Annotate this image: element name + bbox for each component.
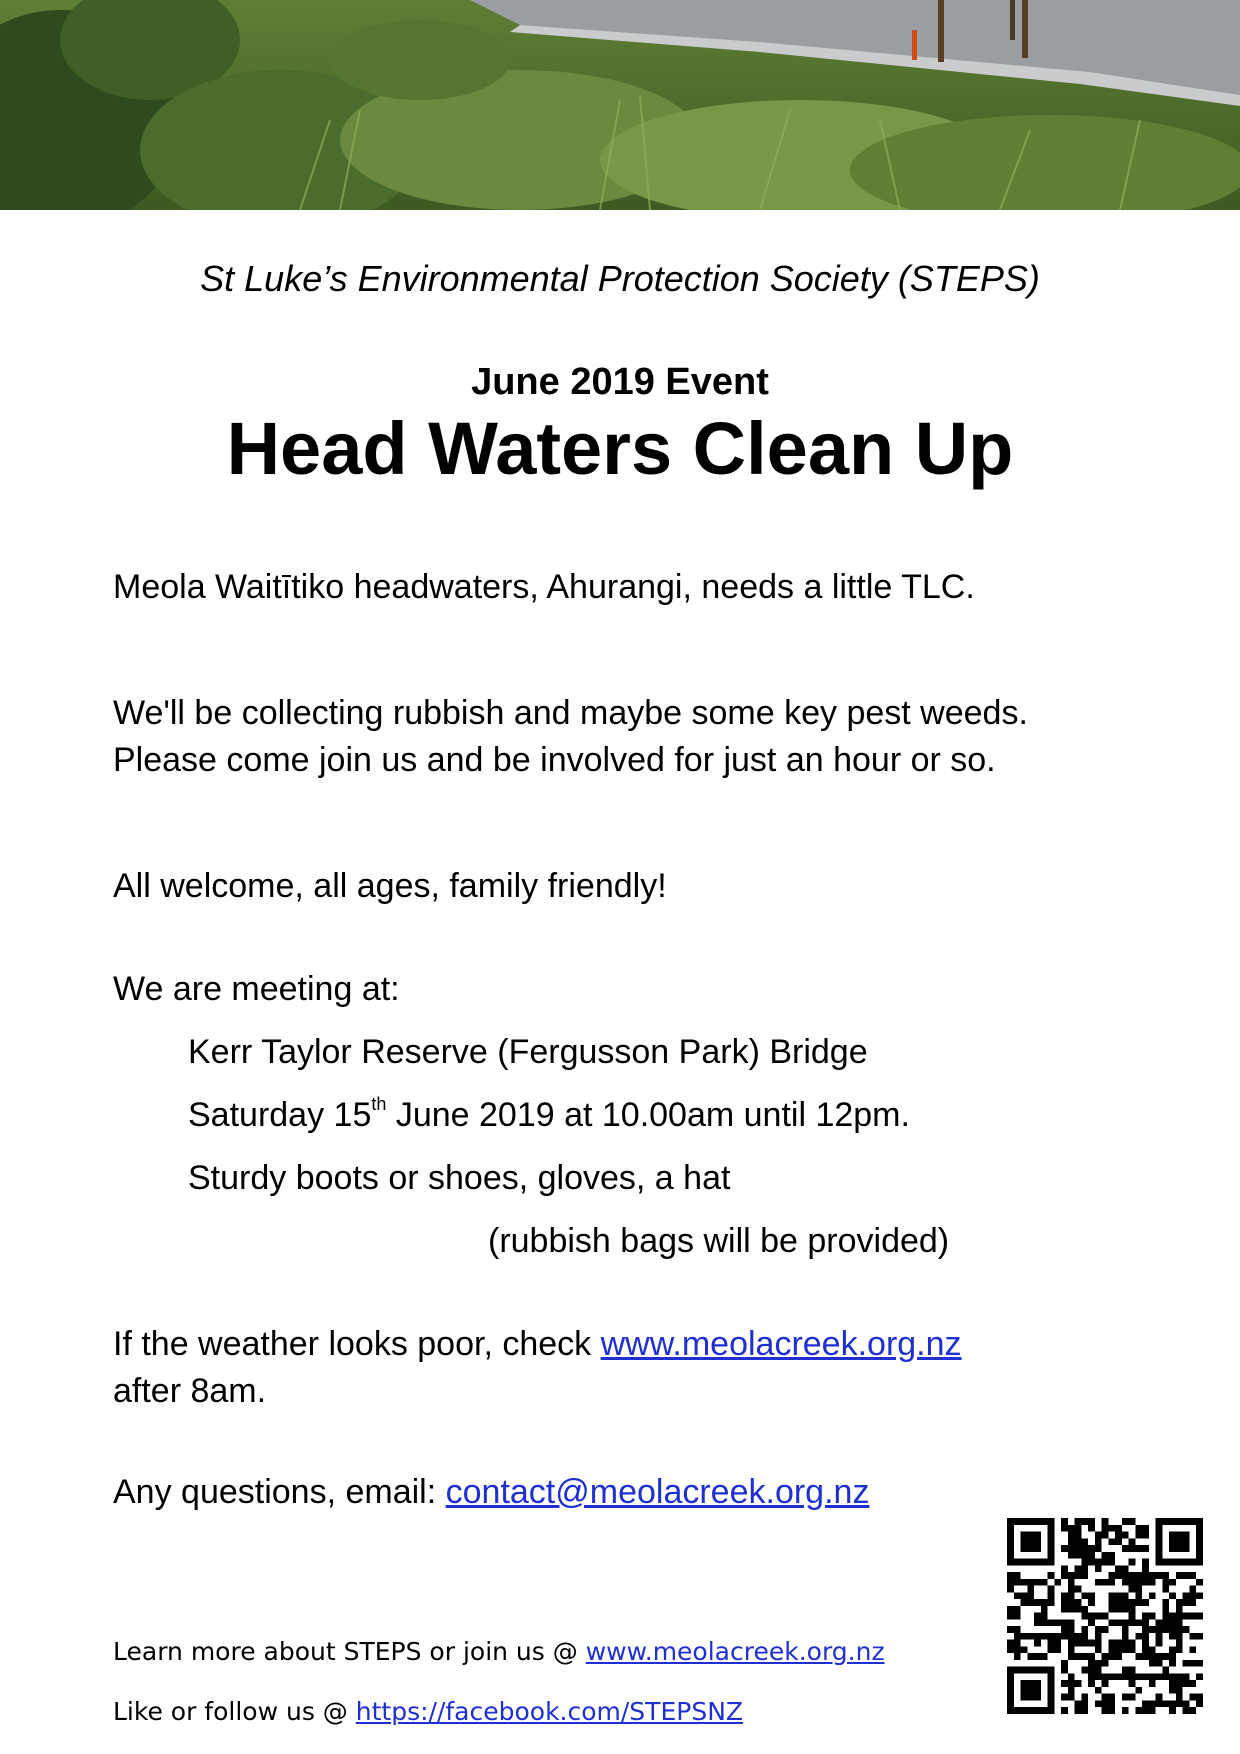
intro-text: Meola Waitītiko headwaters, Ahurangi, needs a little TLC. (113, 568, 975, 606)
grass-stream-photo-icon (0, 0, 1240, 210)
bags-text: (rubbish bags will be provided) (488, 1222, 950, 1260)
meeting-heading: We are meeting at: (113, 970, 400, 1008)
organisation-name: St Luke’s Environmental Protection Society (STEPS) (200, 258, 1040, 299)
questions-prefix: Any questions, email: (113, 1473, 446, 1511)
collect-text-line2: Please come join us and be involved for just an hour or so. (113, 741, 996, 779)
weather-after-text: after 8am. (113, 1372, 267, 1410)
footer-learn-more (113, 1637, 885, 1666)
meeting-date-ordinal: th (371, 1094, 387, 1114)
meeting-date (188, 1096, 910, 1135)
footer-learn-prefix: Learn more about STEPS or join us @ (113, 1637, 586, 1666)
meeting-date-prefix: Saturday 15 (188, 1096, 372, 1134)
weather-prefix: If the weather looks poor, check (113, 1325, 601, 1363)
footer-follow (113, 1697, 743, 1726)
weather-text (113, 1325, 962, 1364)
footer-website-link[interactable]: www.meolacreek.org.nz (585, 1637, 885, 1666)
qr-code-graphic (1007, 1518, 1203, 1714)
collect-text-line1: We'll be collecting rubbish and maybe some key pest weeds. (113, 694, 1028, 732)
event-title: Head Waters Clean Up (226, 407, 1014, 490)
meeting-location: Kerr Taylor Reserve (Fergusson Park) Bridge (188, 1033, 868, 1071)
header-photo (0, 0, 1240, 210)
weather-link[interactable]: www.meolacreek.org.nz (600, 1325, 962, 1363)
welcome-text: All welcome, all ages, family friendly! (113, 867, 667, 905)
clothing-text: Sturdy boots or shoes, gloves, a hat (188, 1159, 731, 1197)
qr-code-icon (1007, 1518, 1203, 1714)
event-date-heading: June 2019 Event (471, 361, 769, 403)
meeting-date-rest: June 2019 at 10.00am until 12pm. (386, 1096, 910, 1134)
footer-follow-prefix: Like or follow us @ (113, 1697, 356, 1726)
questions-text (113, 1473, 869, 1512)
footer-facebook-link[interactable]: https://facebook.com/STEPSNZ (355, 1697, 744, 1726)
email-link[interactable]: contact@meolacreek.org.nz (445, 1473, 870, 1511)
